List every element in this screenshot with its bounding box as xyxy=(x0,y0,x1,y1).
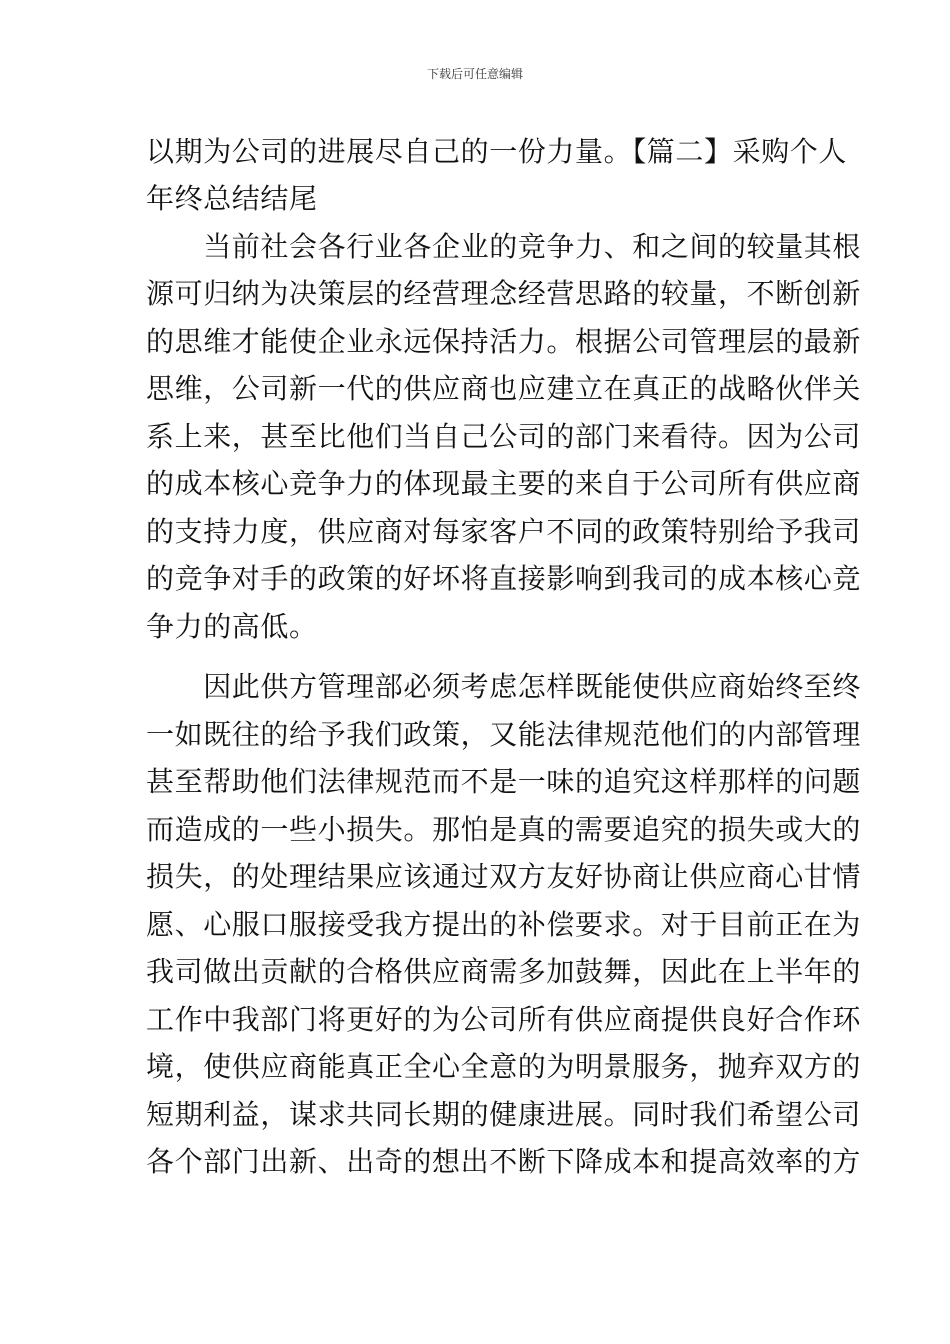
text-line: 工作中我部门将更好的为公司所有供应商提供良好合作环 xyxy=(146,1003,862,1036)
text-line: 境，使供应商能真正全心全意的为明景服务，抛弃双方的 xyxy=(146,1050,862,1083)
text-line: 因此供方管理部必须考虑怎样既能使供应商始终至终 xyxy=(146,670,862,703)
text-line: 系上来，甚至比他们当自己公司的部门来看待。因为公司 xyxy=(146,420,862,453)
text-line: 源可归纳为决策层的经营理念经营思路的较量，不断创新 xyxy=(146,277,862,310)
text-line: 年终总结结尾 xyxy=(146,182,318,215)
page-header: 下载后可任意编辑 xyxy=(426,67,523,81)
text-line: 的成本核心竞争力的体现最主要的来自于公司所有供应商 xyxy=(146,467,862,500)
text-line: 以期为公司的进展尽自己的一份力量。【篇二】采购个人 xyxy=(146,135,848,168)
text-line: 的思维才能使企业永远保持活力。根据公司管理层的最新 xyxy=(146,325,862,358)
text-line: 的竞争对手的政策的好坏将直接影响到我司的成本核心竞 xyxy=(146,562,862,595)
text-line: 而造成的一些小损失。那怕是真的需要追究的损失或大的 xyxy=(146,813,862,846)
text-line: 我司做出贡献的合格供应商需多加鼓舞，因此在上半年的 xyxy=(146,955,862,988)
text-line: 争力的高低。 xyxy=(146,610,318,643)
text-line: 愿、心服口服接受我方提出的补偿要求。对于目前正在为 xyxy=(146,908,862,941)
text-line: 当前社会各行业各企业的竞争力、和之间的较量其根 xyxy=(146,230,862,263)
text-line: 损失，的处理结果应该通过双方友好协商让供应商心甘情 xyxy=(146,860,862,893)
text-line: 的支持力度，供应商对每家客户不同的政策特别给予我司 xyxy=(146,515,862,548)
text-line: 甚至帮助他们法律规范而不是一味的追究这样那样的问题 xyxy=(146,765,862,798)
text-line: 各个部门出新、出奇的想出不断下降成本和提高效率的方 xyxy=(146,1145,862,1178)
text-line: 一如既往的给予我们政策，又能法律规范他们的内部管理 xyxy=(146,718,862,751)
text-line: 短期利益，谋求共同长期的健康进展。同时我们希望公司 xyxy=(146,1098,862,1131)
text-line: 思维，公司新一代的供应商也应建立在真正的战略伙伴关 xyxy=(146,372,862,405)
